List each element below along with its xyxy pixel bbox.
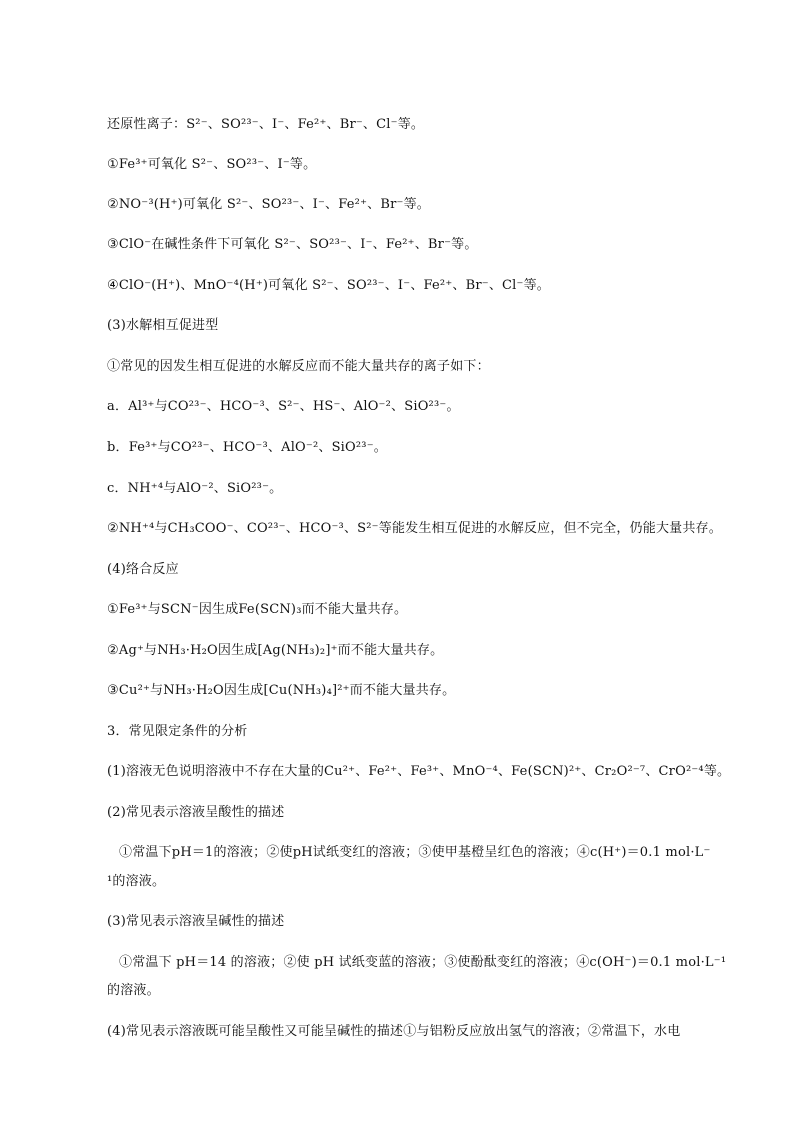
acidic-heading: (2)常见表示溶液呈酸性的描述 <box>107 805 285 820</box>
hydrolysis-item-c: c．NH⁺⁴与AlO⁻²、SiO²³⁻。 <box>107 481 283 496</box>
complexation-cu-line: ③Cu²⁺与NH₃·H₂O因生成[Cu(NH₃)₄]²⁺而不能大量共存。 <box>107 683 456 698</box>
section-complexation-heading: (4)络合反应 <box>107 562 179 577</box>
complexation-ag-line: ②Ag⁺与NH₃·H₂O因生成[Ag(NH₃)₂]⁺而不能大量共存。 <box>107 643 444 658</box>
acid-or-base-line: (4)常见表示溶液既可能呈酸性又可能呈碱性的描述①与铝粉反应放出氢气的溶液；②常温下，水电 <box>107 1024 681 1039</box>
complexation-fe-line: ①Fe³⁺与SCN⁻因生成Fe(SCN)₃而不能大量共存。 <box>107 602 408 617</box>
acidic-description-line: ①常温下pH＝1的溶液；②使pH试纸变红的溶液；③使甲基橙呈红色的溶液；④c(H⁺)＝0.1 mol·L⁻ <box>119 845 711 860</box>
fe3-oxidizes-line: ①Fe³⁺可氧化 S²⁻、SO²³⁻、I⁻等。 <box>107 157 317 172</box>
no3-oxidizes-line: ②NO⁻³(H⁺)可氧化 S²⁻、SO²³⁻、I⁻、Fe²⁺、Br⁻等。 <box>107 197 430 212</box>
clo-basic-oxidizes-line: ③ClO⁻在碱性条件下可氧化 S²⁻、SO²³⁻、I⁻、Fe²⁺、Br⁻等。 <box>107 237 478 252</box>
section-3-heading: 3．常见限定条件的分析 <box>107 724 248 739</box>
hydrolysis-note-line: ②NH⁺⁴与CH₃COO⁻、CO²³⁻、HCO⁻³、S²⁻等能发生相互促进的水解反应，但不完全，仍能大量共存。 <box>107 521 722 536</box>
basic-description-cont: 的溶液。 <box>107 983 160 998</box>
colorless-condition-line: (1)溶液无色说明溶液中不存在大量的Cu²⁺、Fe²⁺、Fe³⁺、MnO⁻⁴、Fe(SCN)²⁺、Cr₂O²⁻⁷、CrO²⁻⁴等。 <box>107 764 731 779</box>
basic-description-line: ①常温下 pH＝14 的溶液；②使 pH 试纸变蓝的溶液；③使酚酞变红的溶液；④c(OH⁻)＝0.1 mol·L⁻¹ <box>119 955 727 970</box>
reducing-ions-line: 还原性离子：S²⁻、SO²³⁻、I⁻、Fe²⁺、Br⁻、Cl⁻等。 <box>107 117 425 132</box>
acidic-description-cont: ¹的溶液。 <box>107 874 166 889</box>
hydrolysis-item-a: a．Al³⁺与CO²³⁻、HCO⁻³、S²⁻、HS⁻、AlO⁻²、SiO²³⁻。 <box>107 399 460 414</box>
clo-mno4-oxidizes-line: ④ClO⁻(H⁺)、MnO⁻⁴(H⁺)可氧化 S²⁻、SO²³⁻、I⁻、Fe²⁺、Br⁻、Cl⁻等。 <box>107 278 551 293</box>
hydrolysis-intro-line: ①常见的因发生相互促进的水解反应而不能大量共存的离子如下： <box>107 359 490 374</box>
basic-heading: (3)常见表示溶液呈碱性的描述 <box>107 914 285 929</box>
section-hydrolysis-heading: (3)水解相互促进型 <box>107 318 219 333</box>
hydrolysis-item-b: b．Fe³⁺与CO²³⁻、HCO⁻³、AlO⁻²、SiO²³⁻。 <box>107 440 387 455</box>
